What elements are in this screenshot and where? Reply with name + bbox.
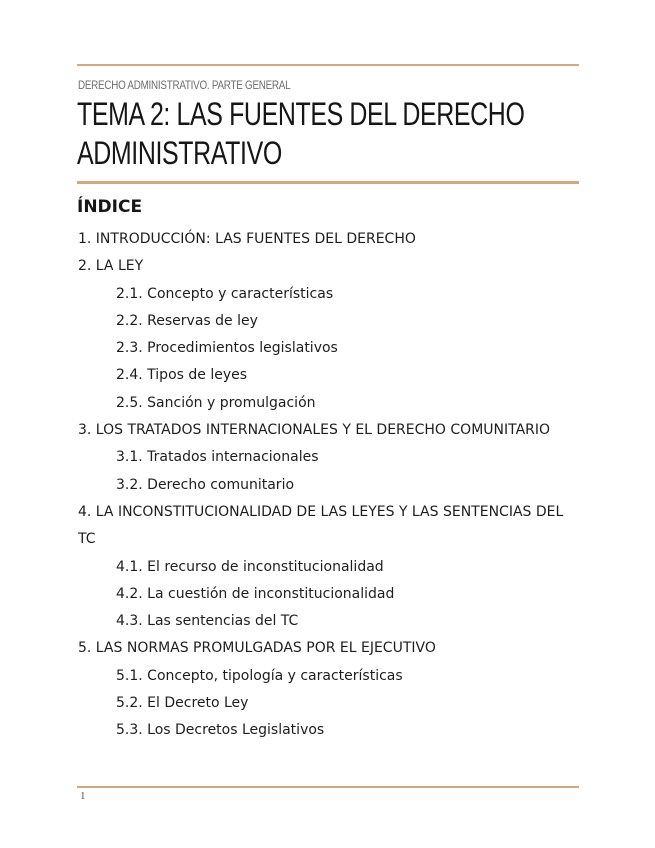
toc-item-text: 2. LA LEY: [78, 258, 144, 275]
toc-subitem: [78, 581, 578, 608]
toc-subitem-text: 2.4. Tipos de leyes: [116, 367, 248, 384]
footer-rule: [77, 786, 579, 788]
document-subject-header: DERECHO ADMINISTRATIVO. PARTE GENERAL: [78, 78, 291, 92]
toc-subitem-text: 2.5. Sanción y promulgación: [116, 394, 316, 411]
toc-subitem-text: 3.1. Tratados internacionales: [116, 449, 319, 466]
toc-item: [78, 253, 578, 280]
toc-subitem-text: 2.2. Reservas de ley: [116, 312, 258, 329]
toc-subitem-text: 4.3. Las sentencias del TC: [116, 613, 299, 630]
header-top-rule: [77, 64, 579, 66]
title-bottom-rule: [77, 181, 579, 184]
toc-item: [78, 499, 578, 554]
toc-subitem-text: 2.1. Concepto y características: [116, 285, 334, 302]
toc-subitem: [78, 281, 578, 308]
page-title-line-1: TEMA 2: LAS FUENTES DEL DERECHO: [77, 96, 525, 132]
toc-item-text: 4. LA INCONSTITUCIONALIDAD DE LAS LEYES Y LAS SENTENCIAS DEL TC: [78, 503, 564, 548]
toc-item-text: 1. INTRODUCCIÓN: LAS FUENTES DEL DERECHO: [78, 231, 416, 247]
toc-subitem: [78, 308, 578, 335]
toc-item: [78, 635, 578, 662]
toc-subitem: [78, 663, 578, 690]
table-of-contents: [78, 226, 578, 745]
toc-subitem-text: 5.2. El Decreto Ley: [116, 695, 249, 712]
toc-subitem: [78, 717, 578, 744]
page-title-line-2: ADMINISTRATIVO: [77, 135, 282, 171]
toc-subitem-text: 5.1. Concepto, tipología y características: [116, 667, 403, 684]
toc-item-text: 5. LAS NORMAS PROMULGADAS POR EL EJECUTIVO: [78, 640, 436, 657]
toc-subitem-text: 2.3. Procedimientos legislativos: [116, 340, 338, 357]
toc-item-text: 3. LOS TRATADOS INTERNACIONALES Y EL DERECHO COMUNITARIO: [78, 422, 551, 439]
toc-subitem-text: 4.2. La cuestión de inconstitucionalidad: [116, 585, 395, 602]
toc-subitem: [78, 690, 578, 717]
toc-item: [78, 417, 578, 444]
toc-subitem: [78, 390, 578, 417]
toc-subitem-text: 5.3. Los Decretos Legislativos: [116, 722, 325, 739]
toc-subitem: [78, 335, 578, 362]
index-heading: ÍNDICE: [77, 197, 143, 217]
toc-subitem-text: 3.2. Derecho comunitario: [116, 476, 295, 493]
page-title: [77, 95, 576, 173]
toc-subitem: [78, 472, 578, 499]
toc-item: [78, 226, 578, 253]
toc-subitem: [78, 362, 578, 389]
toc-subitem: [78, 554, 578, 581]
toc-subitem-text: 4.1. El recurso de inconstitucionalidad: [116, 558, 384, 575]
page-number: 1: [80, 790, 86, 802]
toc-subitem: [78, 608, 578, 635]
toc-subitem: [78, 444, 578, 471]
